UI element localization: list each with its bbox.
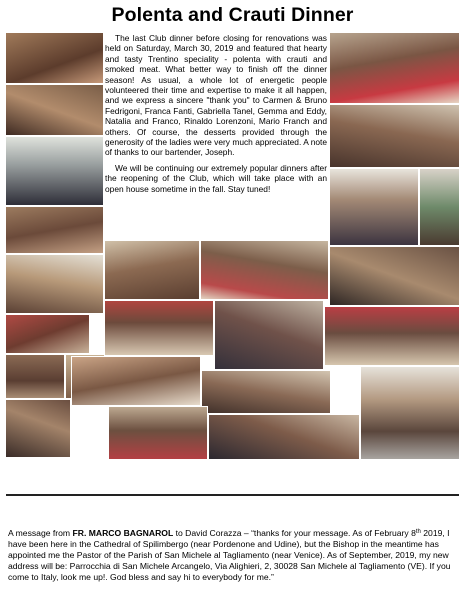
photo — [5, 354, 65, 399]
photo — [5, 314, 90, 354]
photo — [419, 168, 460, 246]
message-text: to David Corazza – “thanks for your message. As of February 8 — [173, 528, 416, 538]
photo — [200, 240, 329, 300]
photo — [208, 414, 360, 460]
ordinal-suffix: th — [415, 529, 421, 535]
message-block — [8, 528, 457, 583]
photo — [5, 399, 71, 458]
article-paragraph: We will be continuing our extremely popular dinners after the reopening of the Club, which will take place with an open house sometime in the fall. Stay tuned! — [105, 162, 327, 194]
photo — [108, 406, 208, 460]
photo — [324, 306, 460, 366]
photo — [71, 356, 201, 406]
photo — [5, 32, 104, 84]
photo — [214, 300, 324, 370]
photo — [329, 246, 460, 306]
message-intro: A message from — [8, 528, 73, 538]
divider — [6, 494, 459, 496]
photo — [5, 206, 104, 254]
photo — [329, 32, 460, 104]
photo — [104, 240, 200, 300]
photo — [5, 136, 104, 206]
message-sender: FR. MARCO BAGNAROL — [72, 528, 174, 538]
message-text: 2019, I have been here in the Cathedral of Spilimbergo (near Pordenone and Udine), but the Bishop in the meantime has appointed me the Pastor of the Parish of San Michele al Tagliamento (near Venice). As of September, 2019, my new address will be: Parrocchia di San Michele Arcangelo, Via Alighieri, 2, 30028 San Michele al Tagliamento (VE). If you come to Italy, look me up!. God bless and say hi to everybody for me.” — [8, 528, 451, 582]
article-paragraph: The last Club dinner before closing for renovations was held on Saturday, March 30, 2019 and featured that hearty and tasty Trentino speciality - polenta with crauti and smoked meat. What better way to finish off the dinner season! As usual, a whole lot of energetic people volunteered their time and expertise to make it all happen, and we express a sincere "thank you" to Carmen & Bruno Fedrigoni, Franca Fanti, Gabriella Tanel, Gemma and Eddy, Natalia and Franco, Rinaldo Lorenzoni, Mario Franch and others. Of course, the desserts provided through the generosity of the ladies were very much appreciated. A note of thanks to our bartender, Joseph. — [105, 33, 327, 158]
photo — [360, 366, 460, 460]
article-body — [105, 33, 327, 199]
photo — [5, 84, 104, 136]
photo — [5, 254, 104, 314]
photo — [329, 168, 419, 246]
photo — [329, 104, 460, 168]
photo — [104, 300, 214, 356]
photo — [201, 370, 331, 414]
page-title: Polenta and Crauti Dinner — [111, 4, 354, 26]
